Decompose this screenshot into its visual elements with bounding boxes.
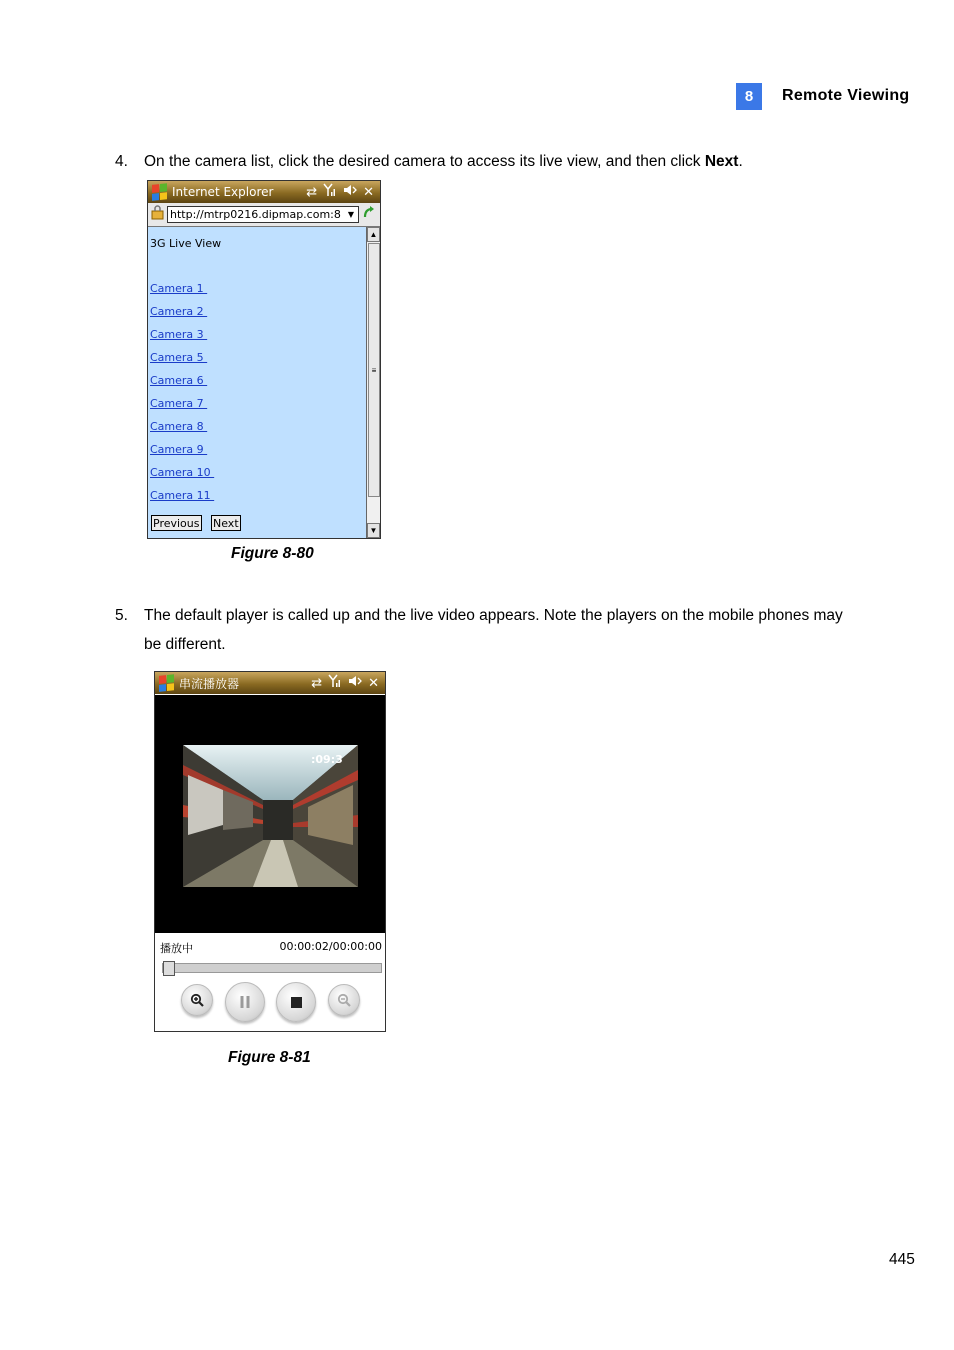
step-5-number: 5. xyxy=(115,607,128,624)
signal-icon xyxy=(323,183,337,201)
connectivity-icon: ⇄ xyxy=(311,675,323,691)
chapter-number-badge: 8 xyxy=(736,83,762,110)
ie-window-title: Internet Explorer xyxy=(172,185,274,199)
stop-button[interactable] xyxy=(276,982,316,1022)
figure-caption: Figure 8-81 xyxy=(228,1049,311,1066)
playback-status: 播放中 xyxy=(160,942,193,955)
camera-link[interactable]: Camera 11 xyxy=(150,489,215,502)
go-arrow-icon[interactable] xyxy=(362,205,376,224)
pause-icon xyxy=(239,996,251,1008)
chapter-title: Remote Viewing xyxy=(782,87,910,104)
address-text: http://mtrp0216.dipmap.com:8 xyxy=(170,208,341,221)
step-4-end: . xyxy=(738,153,743,170)
player-title-bar xyxy=(155,672,385,694)
progress-knob[interactable] xyxy=(163,961,175,976)
ie-page-content xyxy=(148,227,366,538)
address-bar-row xyxy=(148,203,380,227)
camera-link[interactable]: Camera 3 xyxy=(150,328,208,341)
video-timestamp-overlay: :09:3 xyxy=(311,753,343,766)
vertical-scrollbar[interactable] xyxy=(366,227,380,538)
page-heading: 3G Live View xyxy=(150,237,222,250)
page-number: 445 xyxy=(889,1251,915,1268)
camera-link[interactable]: Camera 7 xyxy=(150,397,208,410)
camera-link[interactable]: Camera 9 xyxy=(150,443,208,456)
next-button[interactable]: Next xyxy=(213,517,239,530)
scroll-down-icon[interactable]: ▼ xyxy=(367,523,380,538)
chevron-down-icon[interactable]: ▼ xyxy=(347,210,355,219)
zoom-in-button[interactable] xyxy=(181,984,213,1016)
close-icon[interactable]: ✕ xyxy=(363,184,374,200)
step-5-text: The default player is called up and the live video appears. Note the players on the mobile phones may be different. xyxy=(144,607,843,653)
zoom-out-icon xyxy=(337,993,351,1007)
windows-start-icon[interactable] xyxy=(152,183,168,201)
stop-icon xyxy=(291,997,302,1008)
address-input[interactable] xyxy=(167,206,359,223)
step-4-text xyxy=(144,147,864,176)
player-window-screenshot xyxy=(154,671,386,1032)
playback-time: 00:00:02/00:00:00 xyxy=(279,940,382,953)
step-4-bold: Next xyxy=(704,153,739,170)
zoom-in-icon xyxy=(190,993,204,1007)
connectivity-icon: ⇄ xyxy=(306,184,318,200)
scroll-thumb[interactable]: ≡ xyxy=(368,243,380,497)
previous-button[interactable]: Previous xyxy=(153,517,200,530)
scroll-up-icon[interactable]: ▲ xyxy=(367,227,380,242)
ie-window-screenshot xyxy=(147,180,381,539)
camera-link[interactable]: Camera 1 xyxy=(150,282,208,295)
figure-caption: Figure 8-80 xyxy=(231,545,314,562)
camera-link[interactable]: Camera 5 xyxy=(150,351,208,364)
step-4-number: 4. xyxy=(115,153,128,170)
video-area xyxy=(155,695,385,933)
ie-title-bar xyxy=(148,181,380,203)
lock-icon xyxy=(150,205,165,225)
progress-bar[interactable] xyxy=(162,963,382,973)
camera-link[interactable]: Camera 8 xyxy=(150,420,208,433)
volume-icon xyxy=(348,674,362,692)
close-icon[interactable]: ✕ xyxy=(368,675,379,691)
camera-link[interactable]: Camera 2 xyxy=(150,305,208,318)
camera-link[interactable]: Camera 10 xyxy=(150,466,215,479)
pause-button[interactable] xyxy=(225,982,265,1022)
step-4-body: On the camera list, click the desired camera to access its live view, and then click xyxy=(144,153,705,170)
volume-icon xyxy=(343,183,357,201)
signal-icon xyxy=(328,674,342,692)
zoom-out-button[interactable] xyxy=(328,984,360,1016)
windows-start-icon[interactable] xyxy=(159,674,175,692)
player-controls-panel xyxy=(155,933,385,1031)
camera-link[interactable]: Camera 6 xyxy=(150,374,208,387)
player-window-title: 串流播放器 xyxy=(179,676,240,691)
live-video-frame[interactable] xyxy=(183,745,358,887)
